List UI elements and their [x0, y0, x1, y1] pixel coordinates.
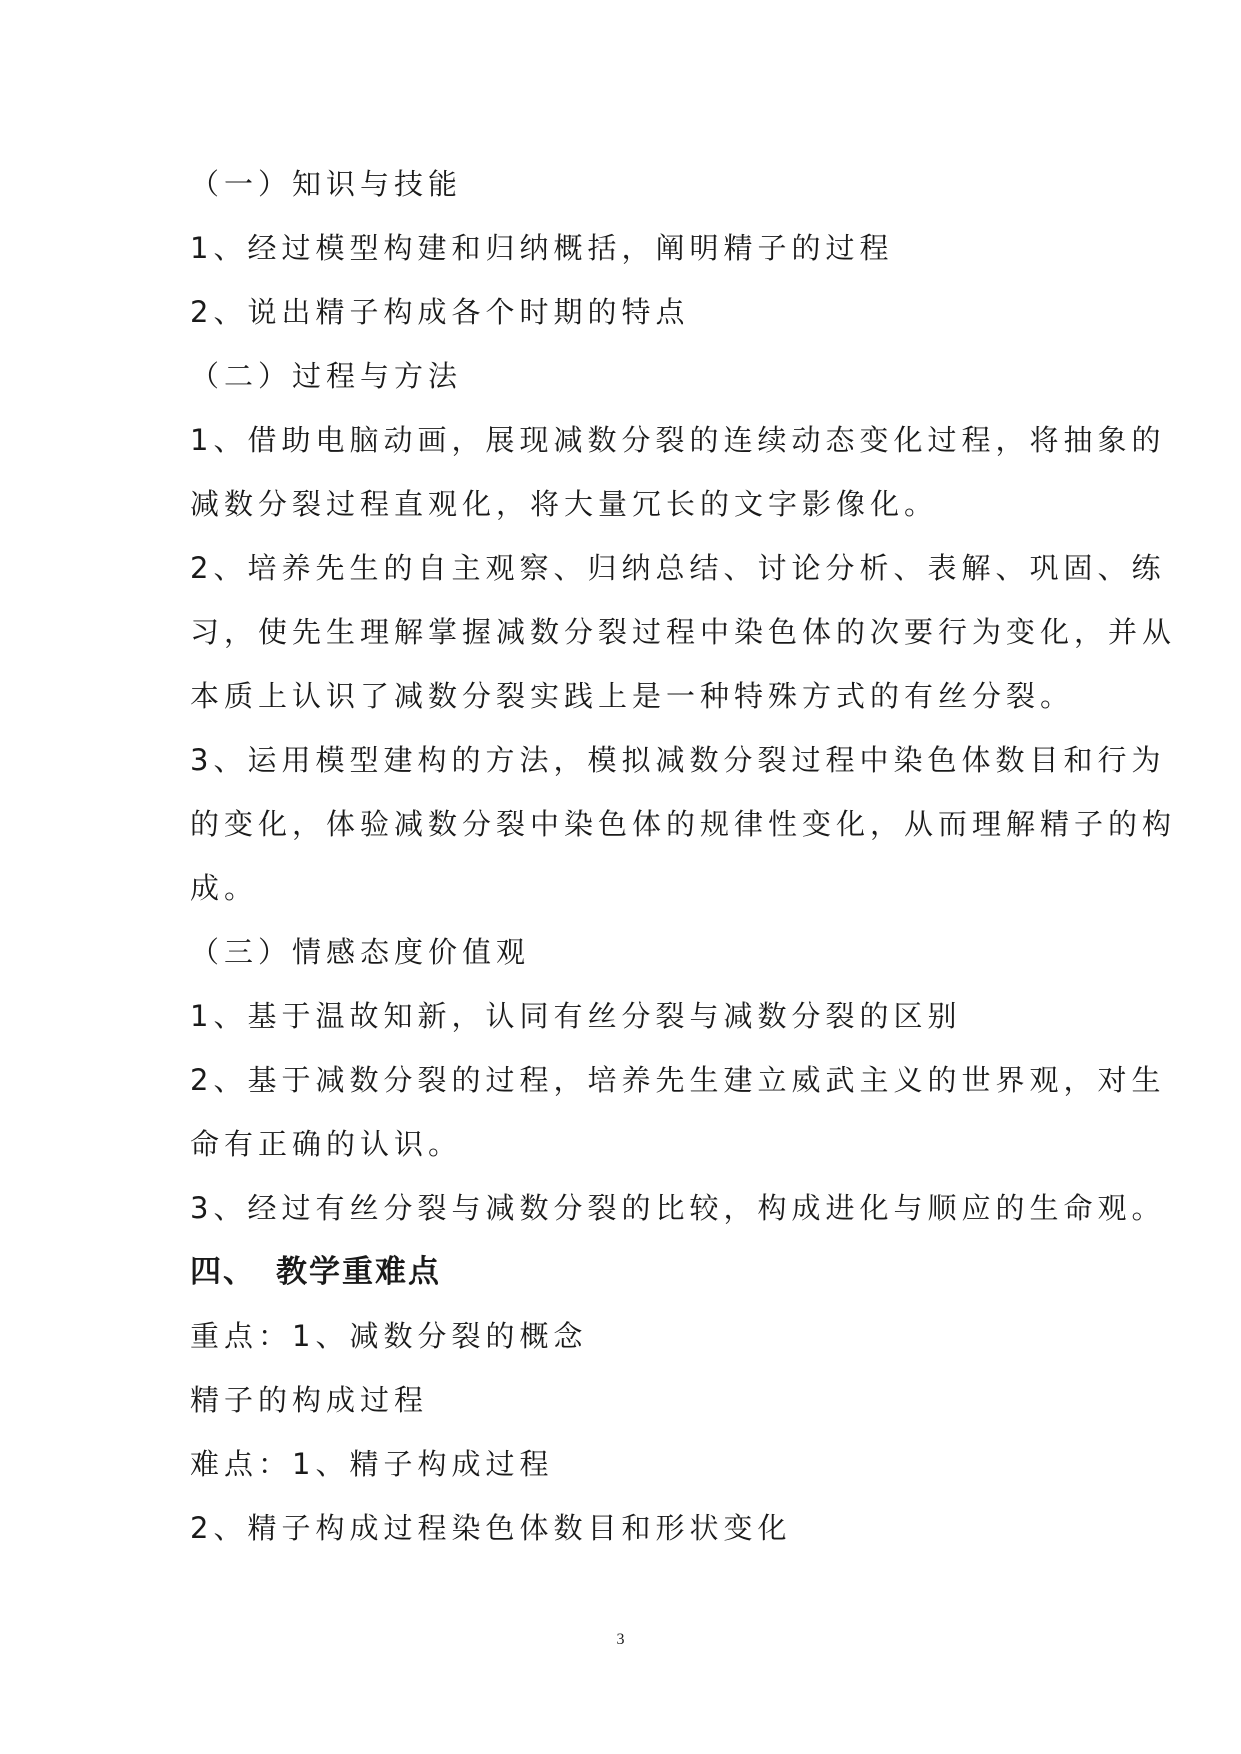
paragraph-line: 3、运用模型建构的方法，模拟减数分裂过程中染色体数目和行为 — [190, 743, 1166, 777]
paragraph-line: 命有正确的认识。 — [190, 1127, 463, 1161]
key-point-line: 精子的构成过程 — [190, 1383, 429, 1417]
paragraph-line: 1、经过模型构建和归纳概括，阐明精子的过程 — [190, 231, 894, 265]
paragraph-line: 本质上认识了减数分裂实践上是一种特殊方式的有丝分裂。 — [190, 679, 1075, 713]
paragraph-line: 习，使先生理解掌握减数分裂过程中染色体的次要行为变化，并从 — [190, 615, 1177, 649]
key-point-line: 重点：1、减数分裂的概念 — [190, 1319, 588, 1353]
difficulty-line: 2、精子构成过程染色体数目和形状变化 — [190, 1511, 792, 1545]
section-number: 四、 — [190, 1254, 256, 1290]
paragraph-line: 2、培养先生的自主观察、归纳总结、讨论分析、表解、巩固、练 — [190, 551, 1166, 585]
paragraph-line: 减数分裂过程直观化，将大量冗长的文字影像化。 — [190, 487, 939, 521]
page-number: 3 — [616, 1631, 625, 1648]
subsection-heading-attitudes-values: （三）情感态度价值观 — [190, 935, 531, 969]
difficulty-line: 难点：1、精子构成过程 — [190, 1447, 554, 1481]
paragraph-line: 1、借助电脑动画，展现减数分裂的连续动态变化过程，将抽象的 — [190, 423, 1166, 457]
paragraph-line: 1、基于温故知新，认同有丝分裂与减数分裂的区别 — [190, 999, 962, 1033]
subsection-heading-knowledge-skills: （一）知识与技能 — [190, 167, 463, 201]
paragraph-line: 3、经过有丝分裂与减数分裂的比较，构成进化与顺应的生命观。 — [190, 1191, 1166, 1225]
subsection-heading-process-methods: （二）过程与方法 — [190, 359, 463, 393]
paragraph-line: 的变化，体验减数分裂中染色体的规律性变化，从而理解精子的构 — [190, 807, 1177, 841]
section-heading — [190, 1253, 441, 1291]
section-title: 教学重难点 — [276, 1254, 441, 1290]
paragraph-line: 2、说出精子构成各个时期的特点 — [190, 295, 690, 329]
paragraph-line: 2、基于减数分裂的过程，培养先生建立威武主义的世界观，对生 — [190, 1063, 1166, 1097]
paragraph-line: 成。 — [190, 871, 259, 905]
